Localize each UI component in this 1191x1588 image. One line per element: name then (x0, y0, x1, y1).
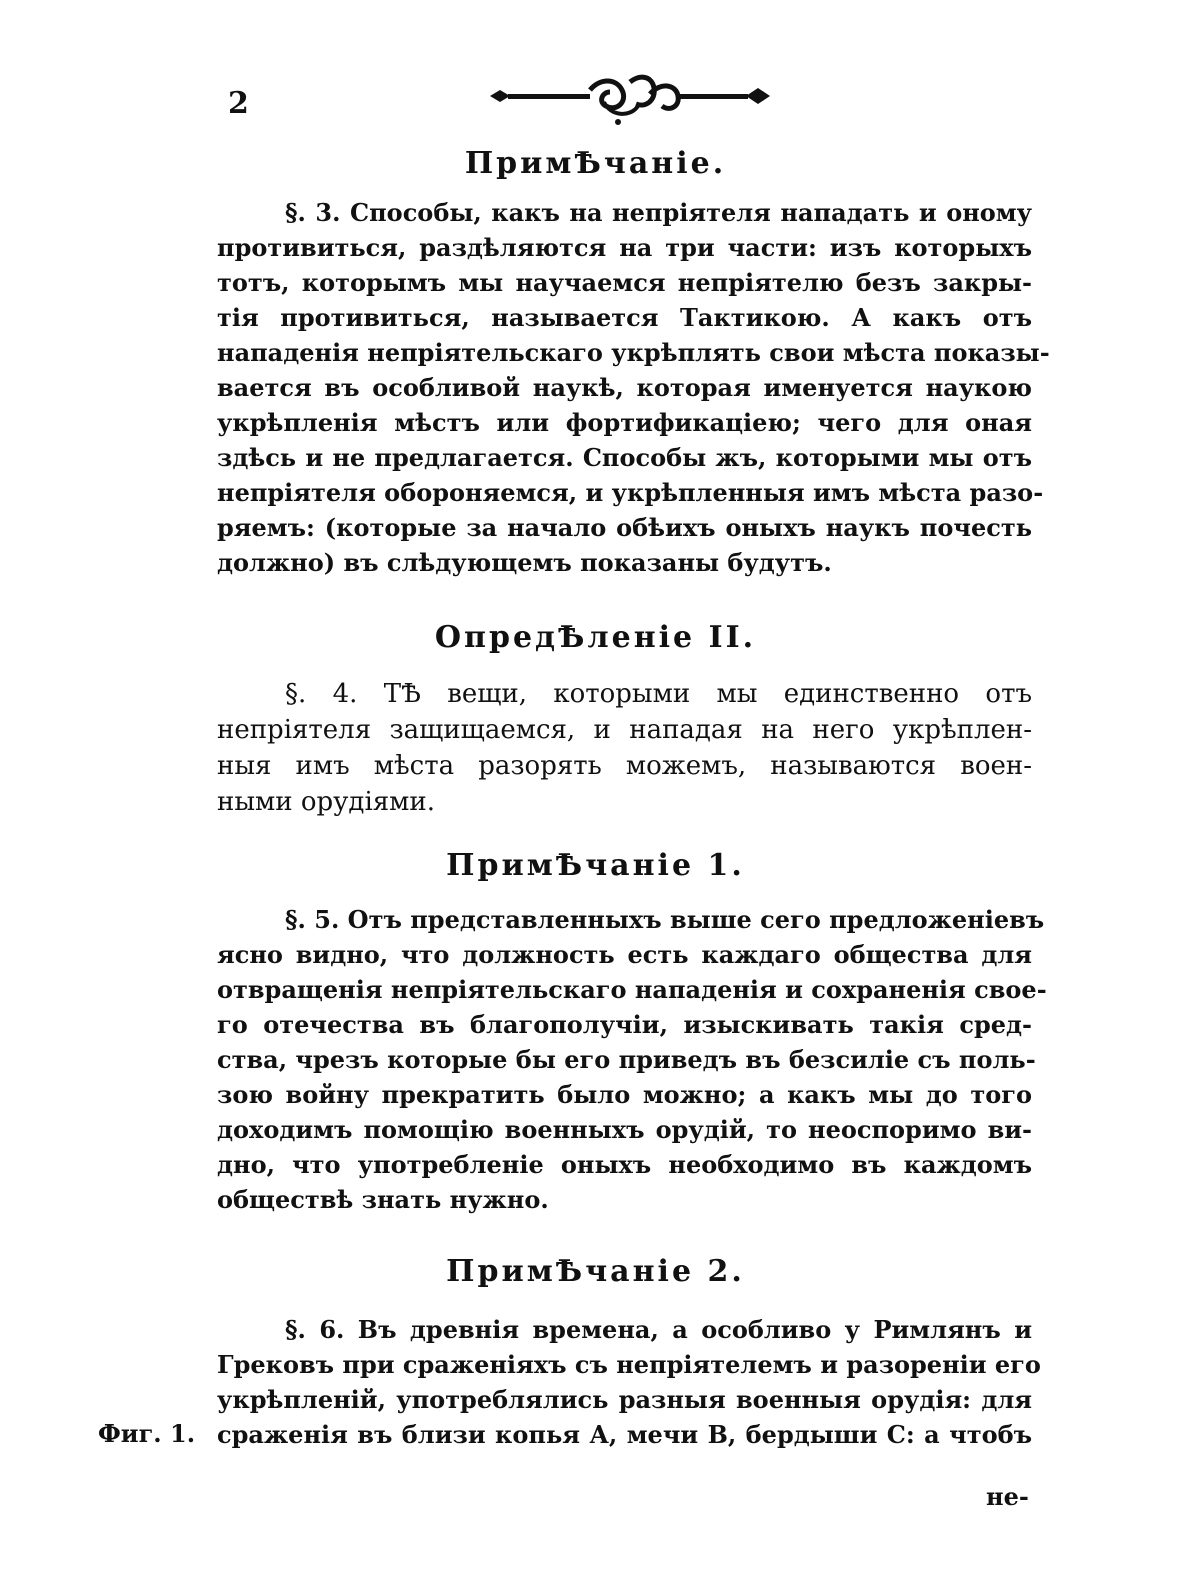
text-line: нападенія непріятельскаго укрѣплять свои мѣста показы- (217, 338, 1050, 367)
text-line: ными орудіями. (217, 787, 435, 817)
section-paragraph (217, 902, 1047, 1217)
text-line: укрѣпленія мѣстъ или фортификаціею; чего для оная (217, 408, 1032, 437)
text-line: противиться, раздѣляются на три части: изъ которыхъ (217, 233, 1032, 262)
text-line: тія противиться, называется Тактикою. А какъ отъ (217, 303, 1032, 332)
text-line: непріятеля защищаемся, и нападая на него укрѣплен- (217, 715, 1032, 745)
ornament-icon (480, 72, 780, 128)
section-heading: ПримѢчаніе 1. (446, 848, 745, 883)
text-line: непріятеля обороняемся, и укрѣпленныя имъ мѣста разо- (217, 478, 1044, 507)
text-line: обществѣ знать нужно. (217, 1185, 549, 1214)
text-line: должно) въ слѣдующемъ показаны будутъ. (217, 548, 832, 577)
section-heading: ОпредѢленіе II. (434, 620, 757, 655)
text-line: Грековъ при сраженіяхъ съ непріятелемъ и разореніи его (217, 1350, 1041, 1379)
section-heading: ПримѢчаніе 2. (446, 1254, 745, 1289)
section-paragraph (217, 676, 1032, 820)
text-line: §. 5. Отъ представленныхъ выше сего предложеніевъ (285, 905, 1045, 934)
text-line: дно, что употребленіе оныхъ необходимо въ каждомъ (217, 1150, 1032, 1179)
figure-margin-note: Фиг. 1. (98, 1419, 196, 1448)
text-line: §. 6. Въ древнія времена, а особливо у Римлянъ и (285, 1315, 1032, 1344)
text-line: го отечества въ благополучіи, изыскивать такія сред- (217, 1010, 1032, 1039)
text-line: ряемъ: (которые за начало обѣихъ оныхъ наукъ почесть (217, 513, 1032, 542)
text-line: зою войну прекратить было можно; а какъ мы до того (217, 1080, 1032, 1109)
text-line: §. 3. Способы, какъ на непріятеля нападать и оному (285, 198, 1032, 227)
section-paragraph (217, 1312, 1041, 1452)
text-line: ясно видно, что должность есть каждаго общества для (217, 940, 1032, 969)
page-number: 2 (228, 86, 249, 121)
text-line: здѣсь и не предлагается. Способы жъ, которыми мы отъ (217, 443, 1032, 472)
text-line: §. 4. ТѢ вещи, которыми мы единственно отъ (285, 679, 1032, 709)
text-line: отвращенія непріятельскаго нападенія и сохраненія свое- (217, 975, 1047, 1004)
text-line: доходимъ помощію военныхъ орудій, то неоспоримо ви- (217, 1115, 1032, 1144)
section-heading: ПримѢчаніе. (464, 146, 727, 181)
text-line: ныя имъ мѣста разорять можемъ, называются воен- (217, 751, 1032, 781)
text-line: сраженія въ близи копья А, мечи В, бердыши С: а чтобъ (217, 1420, 1032, 1449)
text-line: ства, чрезъ которые бы его приведъ въ безсиліе съ поль- (217, 1045, 1036, 1074)
catchword: не- (986, 1482, 1029, 1511)
text-line: вается въ особливой наукѣ, которая именуется наукою (217, 373, 1032, 402)
section-paragraph (217, 195, 1050, 580)
text-line: укрѣпленій, употреблялись разныя военныя орудія: для (217, 1385, 1032, 1414)
text-line: тотъ, которымъ мы научаемся непріятелю безъ закры- (217, 268, 1032, 297)
